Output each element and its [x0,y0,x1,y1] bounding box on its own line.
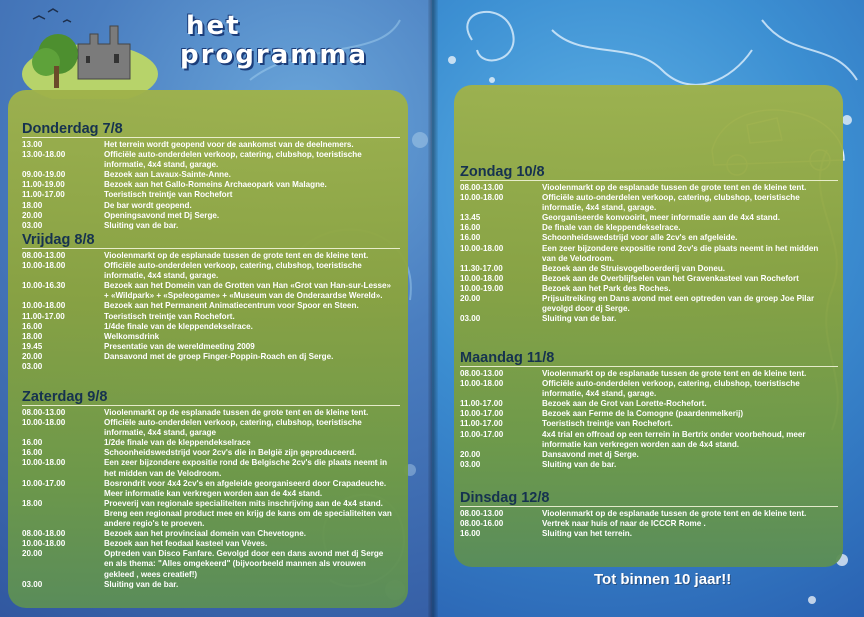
schedule-row: 16.00 Sluiting van het terrein. [460,529,632,539]
program-title [180,12,368,70]
page-spine [428,0,438,617]
schedule-row: 10.00-18.00 Officiële auto-onderdelen verkoop, catering, clubshop, toeristische informatie, 4x4 stand, garage [22,418,362,438]
day-schedule-vrijdag [22,251,392,372]
closing-message: Tot binnen 10 jaar!! [594,571,732,588]
day-divider [460,366,838,367]
schedule-row: 16.00 1/2de finale van de kleppendekselrace [22,438,251,448]
day-heading-donderdag: Donderdag 7/8 [22,121,123,137]
schedule-row: 08.00-13.00 Vioolenmarkt op de esplanade tussen de grote tent en de kleine tent. [22,251,369,260]
schedule-row: 20.00 Openingsavond met Dj Serge. [22,210,220,220]
schedule-row: 08.00-13.00 Vioolenmarkt op de esplanade tussen de grote tent en de kleine tent. [22,408,369,417]
schedule-row: 18.00 Welkomsdrink [22,331,160,341]
schedule-row: 08.00-13.00 Vioolenmarkt op de esplanade tussen de grote tent en de kleine tent. [460,369,807,378]
schedule-row: 03.00 Sluiting van de bar. [22,220,179,230]
schedule-row: 20.00 Dansavond met de groep Finger-Poppin-Roach en dj Serge. [22,351,334,361]
day-heading-maandag: Maandag 11/8 [460,350,555,366]
schedule-row: 08.00-18.00 Bezoek aan het provinciaal domein van Chevetogne. [22,529,306,539]
schedule-row: 03.00 Sluiting van de bar. [460,314,617,324]
schedule-row: 10.00-19.00 Bezoek aan het Park des Roches. [460,283,671,293]
schedule-row: 08.00-13.00 Vioolenmarkt op de esplanade tussen de grote tent en de kleine tent. [460,183,807,192]
schedule-row: 08.00-16.00 Vertrek naar huis of naar de ICCCR Rome . [460,519,706,529]
schedule-row: 16.00 Schoonheidswedstrijd voor alle 2cv's en afgeleide. [460,233,738,243]
schedule-row: 18.00 Proeverij van regionale specialiteiten mits inschrijving aan de 4x4 stand. Breng een regionaal product mee en krijg de kans om de specialiteiten van andere regio's te proeven. [22,498,392,529]
schedule-row: 13.00 Het terrein wordt geopend voor de aankomst van de deelnemers. [22,140,354,149]
schedule-row: 13.45 Georganiseerde konvooirit, meer informatie aan de 4x4 stand. [460,213,780,223]
schedule-row: 03.00 Sluiting van de bar. [460,459,617,469]
schedule-row: 10.00-18.00 Een zeer bijzondere expositie rond 2cv's die plaats neemt in het midden van de Velodroom. [460,243,819,263]
schedule-row: 11.00-19.00 Bezoek aan het Gallo-Romeins Archaeopark van Malagne. [22,180,327,190]
schedule-row: 16.00 1/4de finale van de kleppendekselrace. [22,321,253,331]
day-schedule-dinsdag [460,509,832,539]
schedule-row: 10.00-18.00 Officiële auto-onderdelen verkoop, catering, clubshop, toeristische informatie, 4x4 stand, garage. [460,193,800,213]
schedule-row: 10.00-18.00 Een zeer bijzondere expositie rond de Belgische 2cv's die plaats neemt in het midden van de Velodroom. [22,458,388,478]
day-divider [460,506,838,507]
schedule-row: 19.45 Presentatie van de wereldmeeting 2009 [22,341,255,351]
day-heading-zaterdag: Zaterdag 9/8 [22,389,108,405]
day-divider [22,405,400,406]
schedule-row: 09.00-19.00 Bezoek aan Lavaux-Sainte-Anne. [22,170,231,180]
schedule-row: 10.00-18.00 Bezoek aan het feodaal kasteel van Vèves. [22,539,268,549]
schedule-row: 10.00-16.30 Bezoek aan het Domein van de Grotten van Han «Grot van Han-sur-Lesse» + «Wildpark» + «Speleogame» + «Museum van de Onderaardse Wereld». [22,281,391,301]
schedule-row: 20.00 Optreden van Disco Fanfare. Gevolgd door een dans avond met dj Serge en als thema: "Alles omgekeerd" (bijvoorbeeld mannen als vrouwen gekleed , wees creatief!) [22,549,384,579]
schedule-row: 16.00 De finale van de kleppendekselrace. [460,223,681,233]
schedule-row: 03.00 [22,362,43,372]
day-divider [22,137,400,138]
schedule-row: 16.00 Schoonheidswedstrijd voor 2cv's die in België zijn geproduceerd. [22,448,357,458]
schedule-row: 10.00-18.00 Officiële auto-onderdelen verkoop, catering, clubshop, toeristische informatie, 4x4 stand, garage. [22,261,362,281]
schedule-row: 10.00-18.00 Officiële auto-onderdelen verkoop, catering, clubshop, toeristische informatie, 4x4 stand, garage. [460,379,800,399]
schedule-row: 11.00-17.00 Toeristisch treintje van Rochefort [22,190,233,200]
schedule-row: 11.00-17.00 Bezoek aan de Grot van Lorette-Rochefort. [460,399,707,409]
schedule-row: 10.00-17.00 Bosrondrit voor 4x4 2cv's en afgeleide georganiseerd door Crapadeuche. Meer informatie kan verkregen worden aan de 4x4 stand. [22,478,387,498]
day-heading-dinsdag: Dinsdag 12/8 [460,490,550,506]
day-divider [22,248,400,249]
day-schedule-zaterdag [22,408,392,590]
schedule-row: 10.00-18.00 Bezoek aan de Overblijfselen van het Gravenkasteel van Rochefort [460,273,799,283]
schedule-row: 08.00-13.00 Vioolenmarkt op de esplanade tussen de grote tent en de kleine tent. [460,509,807,518]
schedule-row: 20.00 Dansavond met dj Serge. [460,449,639,459]
day-schedule-zondag [460,183,832,324]
day-heading-zondag: Zondag 10/8 [460,164,545,180]
day-schedule-donderdag [22,140,392,231]
schedule-row: 10.00-17.00 4x4 trial en offroad op een terrein in Bertrix onder voorbehoud, meer informatie kan verkregen worden aan de 4x4 stand. [460,429,806,449]
schedule-row: 11.00-17.00 Toeristisch treintje van Rochefort. [22,311,235,321]
day-heading-vrijdag: Vrijdag 8/8 [22,232,95,248]
schedule-row: 10.00-17.00 Bezoek aan Ferme de la Comogne (paardenmelkerij) [460,409,744,419]
title-line-1: het [186,11,241,41]
schedule-row: 18.00 De bar wordt geopend. [22,200,192,210]
day-schedule-maandag [460,369,832,470]
castle-illustration [18,4,168,99]
schedule-row: 11.00-17.00 Toeristisch treintje van Rochefort. [460,419,673,429]
schedule-row: 13.00-18.00 Officiële auto-onderdelen verkoop, catering, clubshop, toeristische informatie, 4x4 stand, garage. [22,150,362,170]
schedule-row: 20.00 Prijsuitreiking en Dans avond met een optreden van de groep Joe Pilar gevolgd door dj Serge. [460,294,815,314]
schedule-row: 03.00 Sluiting van de bar. [22,579,179,589]
day-divider [460,180,838,181]
schedule-row: 10.00-18.00 Bezoek aan het Permanent Animatiecentrum voor Spoor en Steen. [22,301,359,311]
schedule-row: 11.30-17.00 Bezoek aan de Struisvogelboerderij van Doneu. [460,263,726,273]
title-line-2: programma [180,40,369,70]
